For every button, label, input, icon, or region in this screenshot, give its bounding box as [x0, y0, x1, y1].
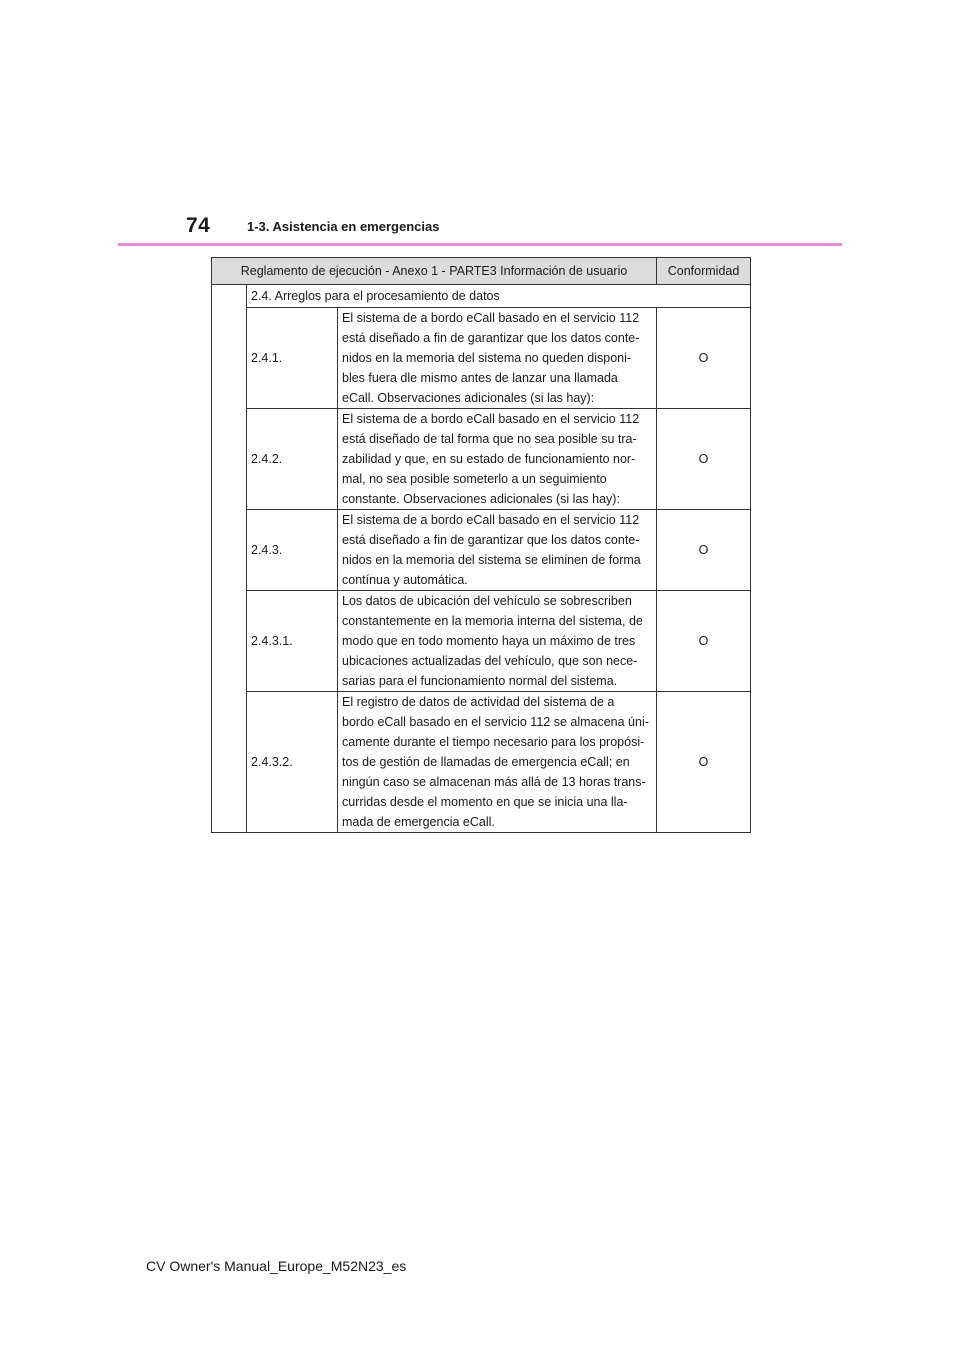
group-row	[212, 285, 751, 308]
description-line: El sistema de a bordo eCall basado en el servicio 112	[342, 412, 640, 426]
description-line: El sistema de a bordo eCall basado en el servicio 112	[342, 311, 640, 325]
description-line: nidos en la memoria del sistema no queden disponi-	[342, 351, 632, 365]
description-line: nidos en la memoria del sistema se eliminen de forma	[342, 553, 641, 567]
description-line: El registro de datos de actividad del sistema de a	[342, 695, 615, 709]
row-number: 2.4.2.	[247, 409, 338, 510]
group-label: 2.4. Arreglos para el procesamiento de datos	[247, 285, 751, 308]
section-title: 1-3. Asistencia en emergencias	[247, 219, 440, 234]
description-line: está diseñado a fin de garantizar que los datos conte-	[342, 533, 640, 547]
description-line: constantemente en la memoria interna del sistema, de	[342, 614, 643, 628]
description-line: camente durante el tiempo necesario para los propósi-	[342, 735, 645, 749]
row-conformity: O	[657, 692, 751, 833]
row-conformity: O	[657, 591, 751, 692]
row-description	[338, 692, 657, 833]
description-line: modo que en todo momento haya un máximo de tres	[342, 634, 636, 648]
table-row	[212, 591, 751, 692]
blank-indent-cell	[212, 285, 247, 833]
description-line: bles fuera dle mismo antes de lanzar una llamada	[342, 371, 618, 385]
row-description	[338, 510, 657, 591]
description-line: ubicaciones actualizadas del vehículo, que son nece-	[342, 654, 638, 668]
table-body	[212, 285, 751, 833]
description-line: eCall. Observaciones adicionales (si las hay):	[342, 391, 595, 405]
table-row	[212, 510, 751, 591]
table-row	[212, 409, 751, 510]
row-description	[338, 308, 657, 409]
header-regulation: Reglamento de ejecución - Anexo 1 - PARTE3 Información de usuario	[212, 258, 657, 285]
page-number: 74	[186, 214, 211, 237]
description-line: está diseñado a fin de garantizar que los datos conte-	[342, 331, 640, 345]
table-row	[212, 308, 751, 409]
header-conformity: Conformidad	[657, 258, 751, 285]
row-conformity: O	[657, 510, 751, 591]
description-line: curridas desde el momento en que se inicia una lla-	[342, 795, 628, 809]
row-description	[338, 409, 657, 510]
row-number: 2.4.3.2.	[247, 692, 338, 833]
description-line: está diseñado de tal forma que no sea posible su tra-	[342, 432, 637, 446]
description-line: Los datos de ubicación del vehículo se sobrescriben	[342, 594, 632, 608]
description-line: mal, no sea posible someterlo a un seguimiento	[342, 472, 607, 486]
description-line: sarias para el funcionamiento normal del sistema.	[342, 674, 618, 688]
row-conformity: O	[657, 308, 751, 409]
table-header-row	[212, 258, 751, 285]
description-line: constante. Observaciones adicionales (si las hay):	[342, 492, 620, 506]
description-line: bordo eCall basado en el servicio 112 se almacena úni-	[342, 715, 649, 729]
description-line: ningún caso se almacenan más allá de 13 horas trans-	[342, 775, 646, 789]
header-rule	[118, 243, 842, 246]
description-line: tos de gestión de llamadas de emergencia eCall; en	[342, 755, 630, 769]
table-row	[212, 692, 751, 833]
description-line: contínua y automática.	[342, 573, 468, 587]
row-conformity: O	[657, 409, 751, 510]
description-line: El sistema de a bordo eCall basado en el servicio 112	[342, 513, 640, 527]
row-number: 2.4.3.	[247, 510, 338, 591]
regulation-table	[211, 257, 751, 833]
row-number: 2.4.3.1.	[247, 591, 338, 692]
row-number: 2.4.1.	[247, 308, 338, 409]
description-line: mada de emergencia eCall.	[342, 815, 495, 829]
description-line: zabilidad y que, en su estado de funcionamiento nor-	[342, 452, 636, 466]
footer-manual-id: CV Owner's Manual_Europe_M52N23_es	[146, 1258, 407, 1274]
row-description	[338, 591, 657, 692]
